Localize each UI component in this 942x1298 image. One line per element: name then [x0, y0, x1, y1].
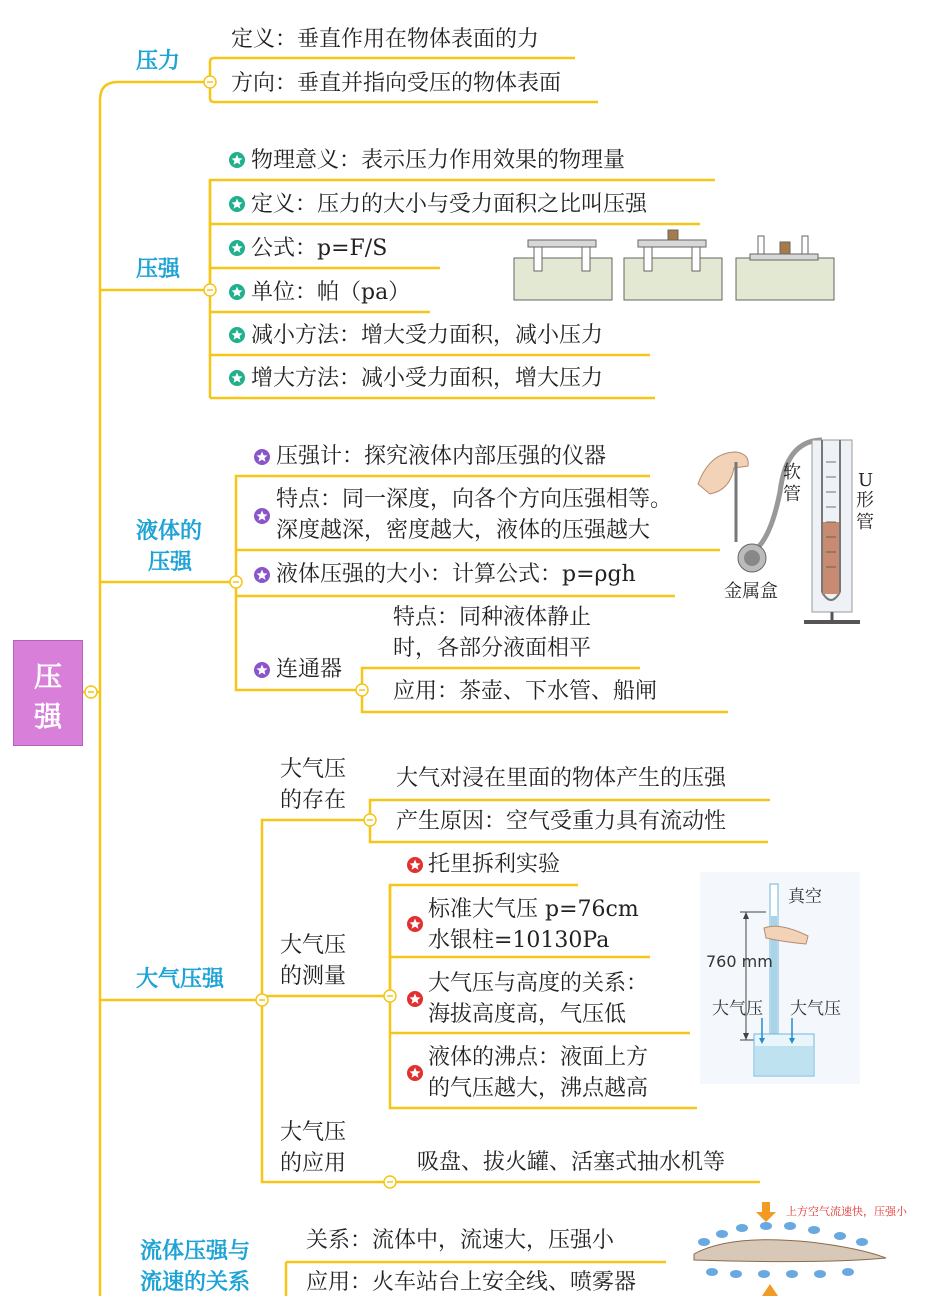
atm-application-item: 吸盘、拔火罐、活塞式抽水机等	[417, 1150, 726, 1175]
star-green-icon	[228, 283, 246, 305]
star-red-icon	[406, 915, 424, 937]
node-fluid-line2[interactable]: 流速的关系	[140, 1270, 251, 1295]
label-atm-left: 大气压	[712, 999, 763, 1019]
label-atm-right: 大气压	[790, 999, 841, 1019]
atm-existence-line1: 大气压	[280, 757, 347, 782]
pressure-force-direction: 方向：垂直并指向受压的物体表面	[231, 71, 562, 96]
label-vacuum: 真空	[788, 887, 822, 907]
label-metal-box: 金属盒	[724, 581, 778, 602]
root-node[interactable]	[13, 640, 83, 746]
atm-measurement-line2: 的测量	[280, 964, 347, 989]
node-liquid-line2[interactable]: 压强	[148, 550, 193, 575]
star-green-icon	[228, 326, 246, 348]
pressure-item: 增大方法：减小受力面积，增大压力	[251, 366, 604, 391]
star-purple-icon	[253, 566, 271, 588]
pressure-item: 物理意义：表示压力作用效果的物理量	[251, 148, 626, 173]
label-hose-2: 管	[783, 484, 801, 505]
label-760mm: 760 mm	[706, 952, 773, 971]
star-green-icon	[228, 195, 246, 217]
connector-feature-line1: 特点：同种液体静止	[393, 605, 592, 630]
node-liquid-line1[interactable]: 液体的	[136, 519, 203, 544]
star-red-icon	[406, 856, 424, 878]
fluid-relation: 关系：流体中，流速大，压强小	[306, 1228, 615, 1253]
pressure-item: 公式：p=F/S	[251, 236, 388, 261]
liquid-connector: 连通器	[276, 657, 343, 682]
atm-boiling-line2: 的气压越大，沸点越高	[428, 1076, 649, 1101]
atm-existence-line2: 的存在	[280, 788, 347, 813]
atm-altitude-line1: 大气压与高度的关系：	[428, 971, 649, 996]
star-red-icon	[406, 1064, 424, 1086]
root-char-2: 强	[33, 700, 62, 733]
node-pressure[interactable]: 压强	[136, 257, 181, 282]
node-pressure-force[interactable]: 压力	[136, 49, 181, 74]
star-green-icon	[228, 369, 246, 391]
atm-standard-line2: 水银柱=10130Pa	[428, 928, 610, 953]
atm-measurement-line1: 大气压	[280, 933, 347, 958]
root-char-1: 压	[33, 660, 62, 693]
star-purple-icon	[253, 507, 271, 529]
atm-standard-line1: 标准大气压 p=76cm	[428, 897, 639, 922]
star-green-icon	[228, 151, 246, 173]
star-green-icon	[228, 239, 246, 261]
atm-torricelli: 托里拆利实验	[428, 852, 561, 877]
pressure-item: 定义：压力的大小与受力面积之比叫压强	[251, 192, 648, 217]
pressure-item: 减小方法：增大受力面积，减小压力	[251, 323, 604, 348]
star-purple-icon	[253, 448, 271, 470]
atm-existence-item: 大气对浸在里面的物体产生的压强	[396, 766, 727, 791]
connector-application: 应用：茶壶、下水管、船闸	[393, 679, 658, 704]
liquid-magnitude: 液体压强的大小：计算公式：p=ρgh	[276, 562, 636, 587]
fluid-application: 应用：火车站台上安全线、喷雾器	[306, 1270, 637, 1295]
label-u-tube-2: 形	[856, 490, 874, 511]
node-fluid-line1[interactable]: 流体压强与	[140, 1239, 251, 1264]
label-u-tube-3: 管	[856, 512, 874, 533]
label-hose-1: 软	[783, 462, 801, 483]
atm-existence-item: 产生原因：空气受重力具有流动性	[396, 809, 727, 834]
pressure-force-definition: 定义：垂直作用在物体表面的力	[231, 27, 540, 52]
star-purple-icon	[253, 661, 271, 683]
label-airflow: 上方空气流速快，压强小	[786, 1205, 907, 1218]
liquid-feature-line2: 深度越深，密度越大，液体的压强越大	[276, 518, 651, 543]
atm-boiling-line1: 液体的沸点：液面上方	[428, 1045, 649, 1070]
atm-altitude-line2: 海拔高度高，气压低	[428, 1002, 627, 1027]
star-red-icon	[406, 990, 424, 1012]
liquid-gauge: 压强计：探究液体内部压强的仪器	[276, 444, 607, 469]
torricelli-illustration	[700, 872, 860, 1084]
atm-application-line1: 大气压	[280, 1120, 347, 1145]
label-u-tube-1: U	[858, 470, 874, 491]
liquid-feature-line1: 特点：同一深度，向各个方向压强相等。	[276, 487, 673, 512]
pressure-experiment-illustration	[510, 228, 840, 304]
connector-feature-line2: 时，各部分液面相平	[393, 636, 592, 661]
node-atmosphere[interactable]: 大气压强	[136, 967, 225, 992]
atm-application-line2: 的应用	[280, 1151, 347, 1176]
pressure-item: 单位：帕（pa）	[251, 280, 411, 305]
